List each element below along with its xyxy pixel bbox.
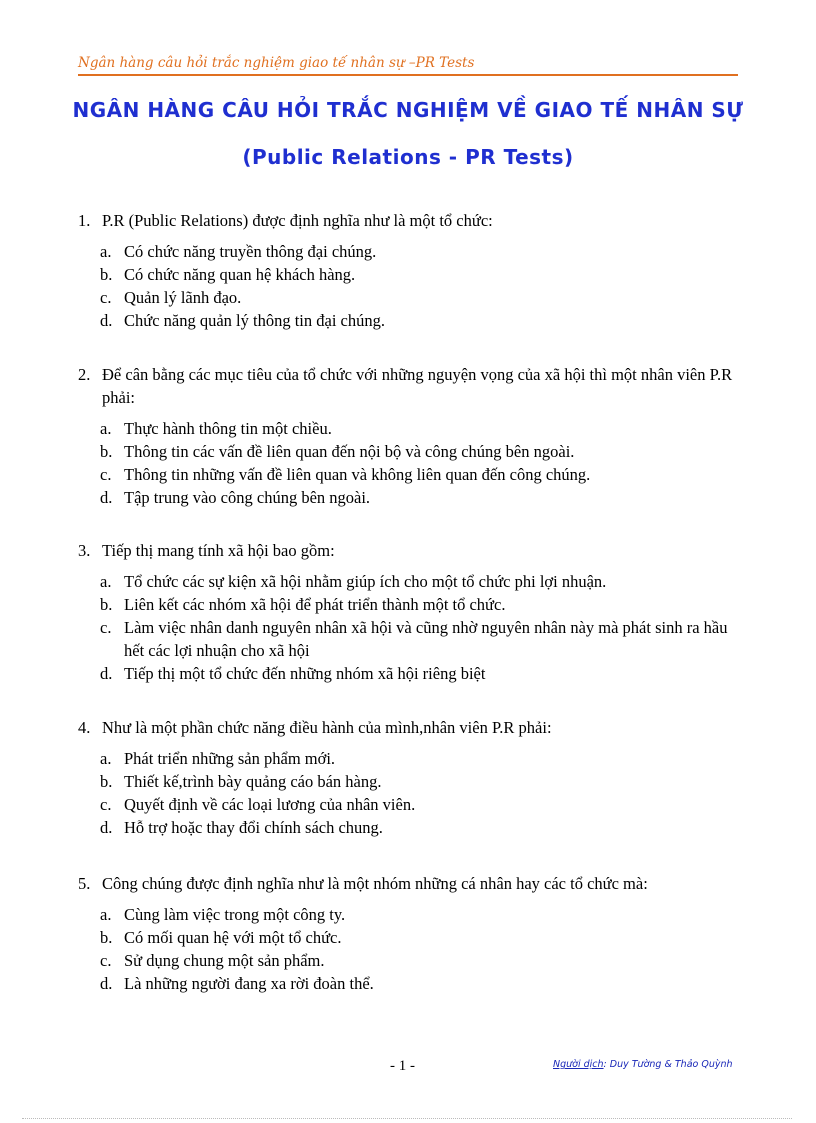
option-d [100,816,738,839]
option-b [100,926,738,949]
option-b [100,593,738,616]
question-number: 3. [78,541,91,560]
option-letter: b. [100,928,113,947]
option-letter: a. [100,905,112,924]
translator-credit [553,1059,733,1070]
option-text: Phát triển những sản phẩm mới. [124,749,336,768]
option-text: Có chức năng quan hệ khách hàng. [124,265,356,284]
option-letter: d. [100,974,113,993]
option-letter: c. [100,795,112,814]
option-text: Liên kết các nhóm xã hội để phát triển thành một tổ chức. [124,595,506,614]
option-a [100,240,738,263]
question-4 [78,716,738,839]
option-letter: c. [100,951,112,970]
page-subtitle: (Public Relations - PR Tests) [242,145,574,169]
option-b [100,263,738,286]
option-text: Thông tin những vấn đề liên quan và không liên quan đến công chúng. [124,465,591,484]
page-title: NGÂN HÀNG CÂU HỎI TRẮC NGHIỆM VỀ GIAO TẾ NHÂN SỰ [72,98,744,122]
option-a [100,417,738,440]
page-number: - 1 - [390,1058,415,1074]
option-letter: d. [100,488,113,507]
question-text: P.R (Public Relations) được định nghĩa như là một tổ chức: [102,211,493,230]
option-letter: b. [100,772,113,791]
question-number: 2. [78,365,91,384]
option-c [100,793,738,816]
page-bottom-rule [22,1118,792,1119]
option-text: Có mối quan hệ với một tổ chức. [124,928,342,947]
question-number: 5. [78,874,91,893]
question-text: Công chúng được định nghĩa như là một nhóm những cá nhân hay các tổ chức mà: [102,874,648,893]
option-letter: a. [100,749,112,768]
question-text: Tiếp thị mang tính xã hội bao gồm: [102,541,335,560]
question-text: Như là một phần chức năng điều hành của mình,nhân viên P.R phải: [102,718,552,737]
option-c [100,616,738,662]
option-letter: d. [100,311,113,330]
option-a [100,570,738,593]
option-a [100,747,738,770]
option-letter: c. [100,465,112,484]
option-text: Hỗ trợ hoặc thay đổi chính sách chung. [124,818,383,837]
option-d [100,486,738,509]
option-letter: d. [100,818,113,837]
option-text: Quyết định về các loại lương của nhân viên. [124,795,416,814]
option-text: Là những người đang xa rời đoàn thể. [124,974,374,993]
option-text: Thông tin các vấn đề liên quan đến nội bộ và công chúng bên ngoài. [124,442,575,461]
option-c [100,463,738,486]
question-1 [78,209,738,332]
question-number: 1. [78,211,91,230]
option-text: Sử dụng chung một sản phẩm. [124,951,325,970]
option-text: Cùng làm việc trong một công ty. [124,905,346,924]
option-letter: c. [100,618,112,637]
option-b [100,770,738,793]
option-d [100,662,738,685]
option-letter: a. [100,572,112,591]
option-letter: b. [100,442,113,461]
question-number: 4. [78,718,91,737]
option-text: Thực hành thông tin một chiều. [124,419,332,438]
translator-names: : Duy Tường & Thảo Quỳnh [603,1059,733,1070]
option-text: Thiết kế,trình bày quảng cáo bán hàng. [124,772,382,791]
option-letter: c. [100,288,112,307]
question-text: Để cân bằng các mục tiêu của tổ chức với những nguyện vọng của xã hội thì một nhân viên P.R phải: [102,365,733,407]
option-letter: a. [100,242,112,261]
option-a [100,903,738,926]
option-letter: b. [100,595,113,614]
option-c [100,286,738,309]
question-3 [78,539,738,685]
option-d [100,309,738,332]
question-2 [78,363,738,509]
option-letter: b. [100,265,113,284]
question-5 [78,872,738,995]
option-text: Tập trung vào công chúng bên ngoài. [124,488,371,507]
option-letter: d. [100,664,113,683]
option-text: Làm việc nhân danh nguyên nhân xã hội và cũng nhờ nguyên nhân này mà phát sinh ra hầu hết các lợi nhuận cho xã hội [124,618,728,660]
translator-label: Người dịch [553,1059,604,1070]
option-c [100,949,738,972]
option-text: Quản lý lãnh đạo. [124,288,242,307]
option-text: Tiếp thị một tổ chức đến những nhóm xã hội riêng biệt [124,664,486,683]
option-b [100,440,738,463]
running-header: Ngân hàng câu hỏi trắc nghiệm giao tế nhân sự –PR Tests [78,54,738,76]
option-text: Chức năng quản lý thông tin đại chúng. [124,311,385,330]
option-letter: a. [100,419,112,438]
option-text: Có chức năng truyền thông đại chúng. [124,242,377,261]
option-d [100,972,738,995]
option-text: Tổ chức các sự kiện xã hội nhằm giúp ích cho một tổ chức phi lợi nhuận. [124,572,607,591]
